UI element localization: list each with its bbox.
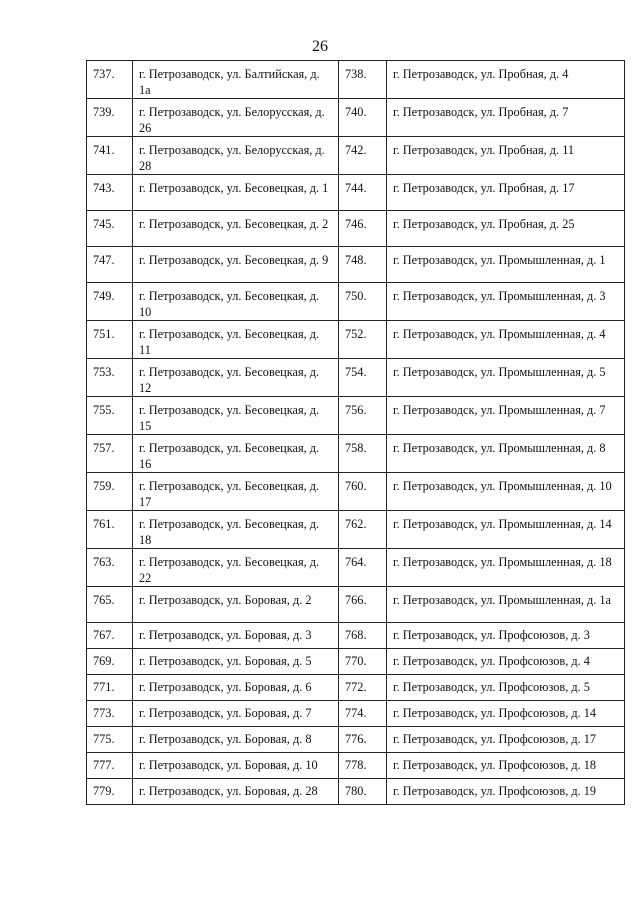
table-row (87, 587, 625, 623)
table-row (87, 675, 625, 701)
row-number-right: 772. (339, 675, 387, 701)
address-right: г. Петрозаводск, ул. Промышленная, д. 18 (387, 549, 625, 587)
address-right: г. Петрозаводск, ул. Промышленная, д. 10 (387, 473, 625, 511)
row-number-right: 762. (339, 511, 387, 549)
address-right: г. Петрозаводск, ул. Профсоюзов, д. 14 (387, 701, 625, 727)
address-right: г. Петрозаводск, ул. Пробная, д. 25 (387, 211, 625, 247)
table-row (87, 397, 625, 435)
row-number-left: 745. (87, 211, 133, 247)
address-left: г. Петрозаводск, ул. Боровая, д. 8 (133, 727, 339, 753)
row-number-right: 746. (339, 211, 387, 247)
table-row (87, 473, 625, 511)
row-number-right: 770. (339, 649, 387, 675)
address-right: г. Петрозаводск, ул. Пробная, д. 17 (387, 175, 625, 211)
address-right: г. Петрозаводск, ул. Профсоюзов, д. 17 (387, 727, 625, 753)
row-number-left: 777. (87, 753, 133, 779)
address-left: г. Петрозаводск, ул. Бесовецкая, д. 22 (133, 549, 339, 587)
table-row (87, 549, 625, 587)
row-number-left: 743. (87, 175, 133, 211)
address-left: г. Петрозаводск, ул. Балтийская, д. 1а (133, 61, 339, 99)
row-number-right: 766. (339, 587, 387, 623)
row-number-right: 760. (339, 473, 387, 511)
address-left: г. Петрозаводск, ул. Бесовецкая, д. 12 (133, 359, 339, 397)
table-row (87, 61, 625, 99)
address-left: г. Петрозаводск, ул. Бесовецкая, д. 10 (133, 283, 339, 321)
row-number-left: 779. (87, 779, 133, 805)
table-row (87, 99, 625, 137)
row-number-right: 768. (339, 623, 387, 649)
address-right: г. Петрозаводск, ул. Пробная, д. 7 (387, 99, 625, 137)
row-number-right: 740. (339, 99, 387, 137)
table-row (87, 779, 625, 805)
address-right: г. Петрозаводск, ул. Пробная, д. 4 (387, 61, 625, 99)
row-number-left: 769. (87, 649, 133, 675)
table-row (87, 359, 625, 397)
address-right: г. Петрозаводск, ул. Профсоюзов, д. 3 (387, 623, 625, 649)
row-number-right: 752. (339, 321, 387, 359)
row-number-right: 742. (339, 137, 387, 175)
row-number-right: 780. (339, 779, 387, 805)
row-number-left: 763. (87, 549, 133, 587)
address-left: г. Петрозаводск, ул. Боровая, д. 10 (133, 753, 339, 779)
row-number-right: 738. (339, 61, 387, 99)
address-right: г. Петрозаводск, ул. Промышленная, д. 5 (387, 359, 625, 397)
row-number-left: 737. (87, 61, 133, 99)
address-table-body (87, 61, 625, 805)
page-number: 26 (312, 38, 328, 55)
table-row (87, 701, 625, 727)
address-left: г. Петрозаводск, ул. Боровая, д. 2 (133, 587, 339, 623)
row-number-left: 755. (87, 397, 133, 435)
row-number-left: 753. (87, 359, 133, 397)
table-row (87, 175, 625, 211)
table-row (87, 283, 625, 321)
address-right: г. Петрозаводск, ул. Профсоюзов, д. 19 (387, 779, 625, 805)
address-table (86, 60, 625, 805)
row-number-left: 741. (87, 137, 133, 175)
address-left: г. Петрозаводск, ул. Боровая, д. 28 (133, 779, 339, 805)
table-row (87, 435, 625, 473)
address-left: г. Петрозаводск, ул. Бесовецкая, д. 2 (133, 211, 339, 247)
address-left: г. Петрозаводск, ул. Боровая, д. 6 (133, 675, 339, 701)
row-number-right: 764. (339, 549, 387, 587)
row-number-left: 761. (87, 511, 133, 549)
row-number-right: 758. (339, 435, 387, 473)
row-number-left: 739. (87, 99, 133, 137)
row-number-left: 767. (87, 623, 133, 649)
row-number-right: 756. (339, 397, 387, 435)
address-right: г. Петрозаводск, ул. Промышленная, д. 1а (387, 587, 625, 623)
address-left: г. Петрозаводск, ул. Белорусская, д. 28 (133, 137, 339, 175)
table-row (87, 321, 625, 359)
table-row (87, 511, 625, 549)
row-number-right: 754. (339, 359, 387, 397)
address-left: г. Петрозаводск, ул. Бесовецкая, д. 1 (133, 175, 339, 211)
address-left: г. Петрозаводск, ул. Бесовецкая, д. 18 (133, 511, 339, 549)
table-row (87, 753, 625, 779)
row-number-left: 759. (87, 473, 133, 511)
row-number-right: 748. (339, 247, 387, 283)
row-number-left: 775. (87, 727, 133, 753)
table-row (87, 137, 625, 175)
address-left: г. Петрозаводск, ул. Боровая, д. 7 (133, 701, 339, 727)
table-row (87, 247, 625, 283)
address-left: г. Петрозаводск, ул. Бесовецкая, д. 11 (133, 321, 339, 359)
address-right: г. Петрозаводск, ул. Профсоюзов, д. 5 (387, 675, 625, 701)
table-row (87, 211, 625, 247)
address-left: г. Петрозаводск, ул. Бесовецкая, д. 17 (133, 473, 339, 511)
row-number-left: 749. (87, 283, 133, 321)
address-left: г. Петрозаводск, ул. Боровая, д. 5 (133, 649, 339, 675)
row-number-right: 776. (339, 727, 387, 753)
table-row (87, 623, 625, 649)
address-left: г. Петрозаводск, ул. Боровая, д. 3 (133, 623, 339, 649)
address-right: г. Петрозаводск, ул. Промышленная, д. 3 (387, 283, 625, 321)
row-number-right: 744. (339, 175, 387, 211)
row-number-right: 750. (339, 283, 387, 321)
address-left: г. Петрозаводск, ул. Белорусская, д. 26 (133, 99, 339, 137)
address-left: г. Петрозаводск, ул. Бесовецкая, д. 9 (133, 247, 339, 283)
address-right: г. Петрозаводск, ул. Промышленная, д. 8 (387, 435, 625, 473)
row-number-left: 747. (87, 247, 133, 283)
address-right: г. Петрозаводск, ул. Промышленная, д. 14 (387, 511, 625, 549)
address-right: г. Петрозаводск, ул. Пробная, д. 11 (387, 137, 625, 175)
address-left: г. Петрозаводск, ул. Бесовецкая, д. 15 (133, 397, 339, 435)
address-right: г. Петрозаводск, ул. Промышленная, д. 1 (387, 247, 625, 283)
row-number-right: 774. (339, 701, 387, 727)
address-right: г. Петрозаводск, ул. Профсоюзов, д. 4 (387, 649, 625, 675)
row-number-left: 765. (87, 587, 133, 623)
address-left: г. Петрозаводск, ул. Бесовецкая, д. 16 (133, 435, 339, 473)
table-row (87, 727, 625, 753)
row-number-right: 778. (339, 753, 387, 779)
address-right: г. Петрозаводск, ул. Профсоюзов, д. 18 (387, 753, 625, 779)
table-row (87, 649, 625, 675)
row-number-left: 751. (87, 321, 133, 359)
address-right: г. Петрозаводск, ул. Промышленная, д. 7 (387, 397, 625, 435)
row-number-left: 757. (87, 435, 133, 473)
address-right: г. Петрозаводск, ул. Промышленная, д. 4 (387, 321, 625, 359)
row-number-left: 773. (87, 701, 133, 727)
row-number-left: 771. (87, 675, 133, 701)
